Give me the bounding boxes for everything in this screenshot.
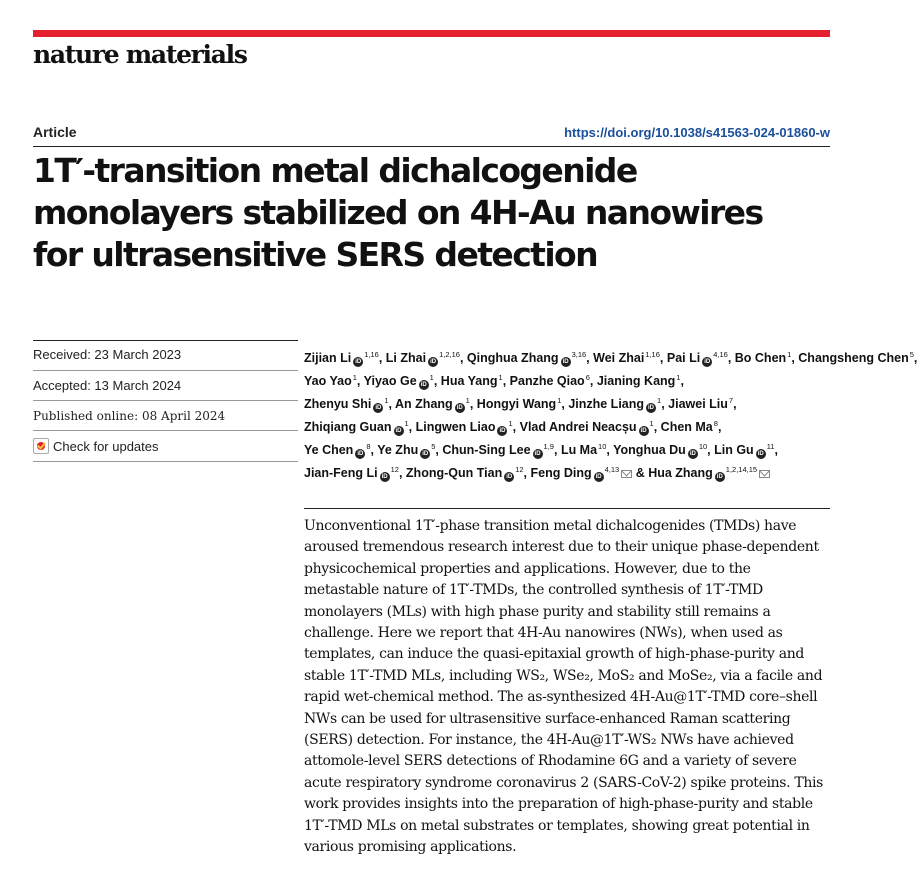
orcid-icon[interactable]: iD <box>420 382 427 388</box>
meta-divider <box>33 461 298 462</box>
orcid-icon[interactable]: iD <box>456 405 463 411</box>
affiliation-sup: 8 <box>713 419 718 428</box>
abstract-line: NWs can be used for ultrasensitive surface-enhanced Raman scattering <box>304 710 791 727</box>
affiliation-sup: 1 <box>498 373 503 382</box>
title-line: 1T′-transition metal dichalcogenide <box>33 151 637 190</box>
accepted-date: Accepted: 13 March 2024 <box>33 378 182 393</box>
abstract-line: physicochemical properties and applications. However, due to the <box>304 560 751 577</box>
author-name[interactable]: Jinzhe Liang $iD^1$ <box>568 396 662 411</box>
author-line: Zijian Li iD$^{1,16}$, Li Zhai iD$^{1,2,16}$, Qinghua Zhang iD$^{3,16}$, Wei Zhai$^{1,16}$, Pai Li iD$^{4,16}$, Bo Chen$^1$, Changsheng Chen$^5$ <box>304 350 914 365</box>
abstract-line: attomole-level SERS detections of Rhodamine 6G and a variety of severe <box>304 753 797 770</box>
orcid-icon[interactable]: iD <box>704 359 711 365</box>
orcid-icon[interactable]: iD <box>499 428 506 434</box>
article-title <box>33 150 833 276</box>
orcid-icon[interactable]: iD <box>430 359 437 365</box>
abstract-line: acute respiratory syndrome coronavirus 2 (SARS-CoV-2) spike proteins. This <box>304 774 823 791</box>
abstract-line: 1T′-TMD MLs on metal substrates or templates, showing great potential in <box>304 817 810 834</box>
orcid-icon[interactable]: iD <box>422 451 429 457</box>
orcid-icon[interactable]: iD <box>506 474 513 480</box>
affiliation-sup: 4,13 <box>604 465 620 474</box>
journal-color-bar <box>33 30 830 37</box>
author-name[interactable]: Lin Gu $iD^{11}$ <box>714 442 775 457</box>
affiliation-sup: 1 <box>787 350 792 359</box>
check-for-updates-button[interactable] <box>33 438 298 454</box>
doi-link[interactable]: https://doi.org/10.1038/s41563-024-01860-w <box>564 125 830 140</box>
affiliation-sup: 10 <box>698 442 708 451</box>
orcid-icon[interactable]: iD <box>716 474 723 480</box>
affiliation-sup: 1,16 <box>645 350 660 359</box>
meta-divider <box>33 400 298 401</box>
meta-divider <box>33 430 298 431</box>
affiliation-sup: 1,2,14,15 <box>725 465 758 474</box>
title-line: for ultrasensitive SERS detection <box>33 235 598 274</box>
affiliation-sup: 10 <box>598 442 607 451</box>
abstract <box>304 516 834 859</box>
abstract-line: work provides insights into the preparation of high-phase-purity and stable <box>304 796 813 813</box>
affiliation-sup: 4,16 <box>713 350 728 359</box>
affiliation-sup: 1 <box>404 419 409 428</box>
author-name[interactable]: Yiyao Ge $iD^1$ <box>363 373 434 388</box>
author-name[interactable]: Chen Ma$^8$ <box>660 419 718 434</box>
affiliation-sup: 1,16 <box>364 350 379 359</box>
affiliation-sup: 1 <box>657 396 662 405</box>
published-date: Published online: 08 April 2024 <box>33 409 226 423</box>
abstract-line: monolayers (MLs) with high phase purity and stability still remains a <box>304 603 771 620</box>
email-icon[interactable] <box>759 470 770 478</box>
affiliation-sup: 11 <box>766 442 775 451</box>
affiliation-sup: 3,16 <box>571 350 587 359</box>
orcid-icon[interactable]: iD <box>562 359 569 365</box>
check-updates-label: Check for updates <box>53 438 159 454</box>
orcid-icon[interactable]: iD <box>648 405 655 411</box>
author-name[interactable]: Changsheng Chen$^5$ <box>798 350 914 365</box>
orcid-icon[interactable]: iD <box>381 474 388 480</box>
author-name[interactable]: Zijian Li iD$^{1,16}$ <box>304 350 379 365</box>
affiliation-sup: 1 <box>465 396 470 405</box>
author-name[interactable]: Ye Zhu $iD^5$ <box>377 442 436 457</box>
orcid-icon[interactable]: iD <box>357 451 364 457</box>
header-rule <box>33 146 830 147</box>
affiliation-sup: 7 <box>728 396 734 405</box>
abstract-line: challenge. Here we report that 4H-Au nanowires (NWs), when used as <box>304 625 783 642</box>
email-icon[interactable] <box>621 470 632 478</box>
check-updates-icon <box>33 438 49 454</box>
affiliation-sup: 5 <box>909 350 914 359</box>
author-name[interactable]: Hua Yang$^1$ <box>440 373 503 388</box>
abstract-line: various promising applications. <box>304 839 517 856</box>
orcid-icon[interactable]: iD <box>375 405 382 411</box>
author-name[interactable]: Yonghua Du $iD^{10}$ <box>613 442 708 457</box>
abstract-line: stable 1T′-TMD MLs, including WS₂, WSe₂, MoS₂ and MoSe₂, via a facile and <box>304 667 823 684</box>
author-name[interactable]: Vlad Andrei Neacșu $iD^1$ <box>519 419 654 434</box>
affiliation-sup: 12 <box>390 465 399 474</box>
author-line: Yao Yao$^1$, Yiyao Ge $iD^1$, Hua Yang$^1$, Panzhe Qiao$^6$, Jianing Kang$^1$, <box>304 373 684 388</box>
author-name[interactable]: Qinghua Zhang iD$^{3,16}$ <box>466 350 587 365</box>
received-date: Received: 23 March 2023 <box>33 347 182 362</box>
abstract-line: rapid wet-chemical method. The as-synthesized 4H-Au@1T′-TMD core–shell <box>304 689 818 706</box>
author-name[interactable]: Lu Ma$^{10}$ <box>560 442 607 457</box>
affiliation-sup: 5 <box>431 442 436 451</box>
author-name[interactable]: Chun-Sing Lee iD$^{1,9}$ <box>442 442 554 457</box>
author-name[interactable]: Zhenyu Shi $iD^1$ <box>304 396 389 411</box>
author-name[interactable]: Zhong-Qun Tian $iD^{12}$ <box>405 465 524 480</box>
affiliation-sup: 8 <box>366 442 371 451</box>
author-name[interactable]: Jian-Feng Li $iD^{12}$ <box>304 465 399 480</box>
meta-divider <box>33 370 298 371</box>
author-name[interactable]: Panzhe Qiao$^6$ <box>509 373 590 388</box>
orcid-icon[interactable]: iD <box>757 451 764 457</box>
affiliation-sup: 1,2,16 <box>439 350 460 359</box>
author-line: Zhenyu Shi $iD^1$, An Zhang $iD^1$, Hongyi Wang$^1$, Jinzhe Liang $iD^1$, Jiawei Liu$^7$, <box>304 396 737 411</box>
author-name[interactable]: Lingwen Liao $iD^1$ <box>415 419 513 434</box>
orcid-icon[interactable]: iD <box>395 428 402 434</box>
orcid-icon[interactable]: iD <box>355 359 362 365</box>
author-name[interactable]: Hongyi Wang$^1$ <box>476 396 562 411</box>
abstract-line: Unconventional 1T′-phase transition metal dichalcogenides (TMDs) have <box>304 518 797 534</box>
author-line: Jian-Feng Li $iD^{12}$, Zhong-Qun Tian $iD^{12}$, Feng Ding iD$^{4,13}$ & Hua Zhang iD$^{1,2,14,15}$ <box>304 460 834 483</box>
orcid-icon[interactable]: iD <box>534 451 541 457</box>
abstract-line: metastable nature of 1T′-TMDs, the controlled synthesis of 1T′-TMD <box>304 582 763 599</box>
abstract-line: templates, can induce the quasi-epitaxial growth of high-phase-purity and <box>304 646 804 663</box>
author-name[interactable]: Zhiqiang Guan $iD^1$ <box>304 419 409 434</box>
abstract-line: (SERS) detection. For instance, the 4H-Au@1T′-WS₂ NWs have achieved <box>304 732 794 749</box>
author-name[interactable]: Feng Ding iD$^{4,13}$ <box>531 466 633 480</box>
affiliation-sup: 1 <box>384 396 389 405</box>
affiliation-sup: 1 <box>557 396 562 405</box>
author-line: Zhiqiang Guan $iD^1$, Lingwen Liao $iD^1$, Vlad Andrei Neacșu $iD^1$, Chen Ma$^8$, <box>304 419 722 434</box>
meta-top-rule <box>33 340 298 341</box>
title-line: monolayers stabilized on 4H-Au nanowires <box>33 193 763 232</box>
author-name[interactable]: An Zhang $iD^1$ <box>395 396 470 411</box>
affiliation-sup: 1 <box>676 373 681 382</box>
author-name[interactable]: Yao Yao$^1$ <box>304 373 357 388</box>
author-name[interactable]: Wei Zhai$^{1,16}$ <box>593 350 660 365</box>
author-list <box>304 345 914 483</box>
author-name[interactable]: Bo Chen$^1$ <box>734 350 792 365</box>
affiliation-sup: 1 <box>649 419 654 428</box>
affiliation-sup: 1 <box>352 373 357 382</box>
author-name[interactable]: Hua Zhang iD$^{1,2,14,15}$ <box>648 466 770 480</box>
author-name[interactable]: Ye Chen $iD^8$ <box>304 442 371 457</box>
author-name[interactable]: Li Zhai iD$^{1,2,16}$ <box>385 350 460 365</box>
orcid-icon[interactable]: iD <box>689 451 696 457</box>
affiliation-sup: 12 <box>515 465 524 474</box>
journal-name: nature materials <box>33 40 247 69</box>
abstract-line: aroused tremendous research interest due to their unique phase-dependent <box>304 539 819 556</box>
affiliation-sup: 1 <box>508 419 513 428</box>
article-type: Article <box>33 124 77 140</box>
orcid-icon[interactable]: iD <box>595 474 602 480</box>
author-name[interactable]: Jiawei Liu$^7$ <box>668 396 734 411</box>
author-name[interactable]: Jianing Kang$^1$ <box>596 373 681 388</box>
orcid-icon[interactable]: iD <box>640 428 647 434</box>
affiliation-sup: 1 <box>429 373 434 382</box>
abstract-rule <box>304 508 830 509</box>
author-line: Ye Chen $iD^8$, Ye Zhu $iD^5$, Chun-Sing Lee iD$^{1,9}$, Lu Ma$^{10}$, Yonghua Du $iD^{10}$, Lin Gu $iD^{11}$, <box>304 442 778 457</box>
affiliation-sup: 1,9 <box>543 442 554 451</box>
author-name[interactable]: Pai Li iD$^{4,16}$ <box>666 350 728 365</box>
affiliation-sup: 6 <box>585 373 590 382</box>
